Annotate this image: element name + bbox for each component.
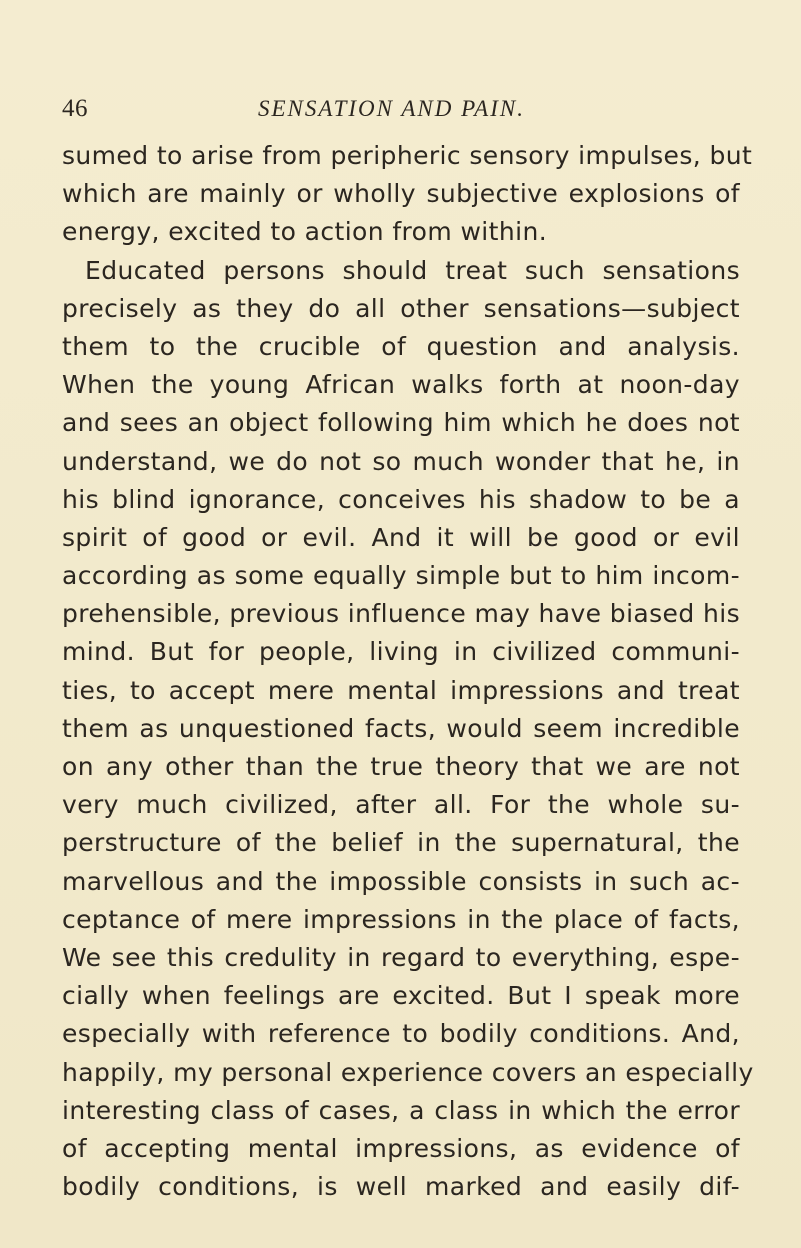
text-line: on any other than the true theory that we are not — [62, 752, 740, 781]
running-title: SENSATION AND PAIN. — [258, 96, 525, 121]
running-head — [62, 92, 740, 126]
text-line: of accepting mental impressions, as evidence of — [62, 1133, 740, 1163]
text-line: interesting class of cases, a class in which the error — [62, 1095, 740, 1125]
text-line: them as unquestioned facts, would seem incredible — [62, 713, 740, 743]
text-line: mind. But for people, living in civilized communi- — [62, 637, 740, 667]
text-line: sumed to arise from peripheric sensory impulses, but — [62, 141, 753, 170]
text-line: his blind ignorance, conceives his shadow to be a — [62, 484, 740, 514]
text-line: them to the crucible of question and analysis. — [62, 331, 740, 361]
text-line: energy, excited to action from within. — [62, 217, 548, 247]
text-line: according as some equally simple but to him incom- — [62, 561, 740, 591]
text-line: very much civilized, after all. For the whole su- — [62, 790, 740, 820]
text-line: understand, we do not so much wonder that he, in — [62, 446, 740, 476]
text-line: We see this credulity in regard to everything, espe- — [62, 942, 740, 972]
text-line: bodily conditions, is well marked and easily dif- — [62, 1172, 740, 1202]
text-line: happily, my personal experience covers an especially — [62, 1057, 754, 1087]
text-line: marvellous and the impossible consists in such ac- — [62, 866, 740, 896]
text-line: Educated persons should treat such sensations — [85, 255, 740, 285]
text-line: and sees an object following him which he does not — [62, 408, 740, 438]
text-line: which are mainly or wholly subjective explosions of — [62, 179, 740, 209]
text-line: ceptance of mere impressions in the place of facts, — [62, 904, 740, 934]
text-line: especially with reference to bodily conditions. And, — [62, 1019, 740, 1049]
text-line: cially when feelings are excited. But I speak more — [62, 981, 740, 1011]
text-line: When the young African walks forth at noon-day — [62, 370, 740, 400]
body-text — [62, 137, 754, 1206]
text-line: prehensible, previous influence may have biased his — [62, 599, 740, 629]
text-line: perstructure of the belief in the supernatural, the — [62, 828, 740, 858]
page-number: 46 — [62, 95, 88, 122]
text-line: ties, to accept mere mental impressions and treat — [62, 675, 740, 705]
text-line: precisely as they do all other sensations—subject — [62, 293, 740, 323]
text-line: spirit of good or evil. And it will be good or evil — [62, 522, 740, 552]
